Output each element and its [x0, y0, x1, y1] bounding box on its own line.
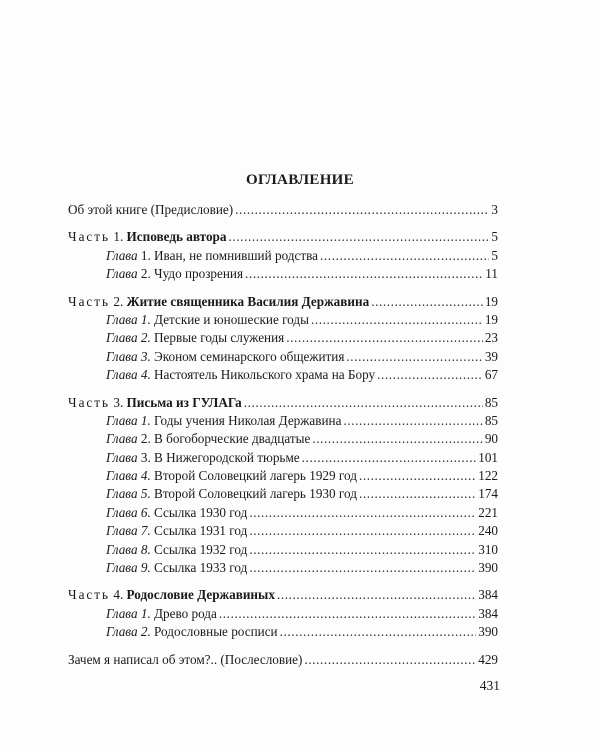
- table-of-contents: [68, 201, 498, 669]
- dot-leader: [228, 228, 489, 246]
- chapter-prefix: Глава: [106, 523, 138, 539]
- toc-entry-label: [106, 485, 357, 503]
- toc-entry-label: [106, 522, 247, 540]
- chapter-number: 3.: [140, 348, 151, 364]
- dot-leader: [249, 504, 476, 522]
- chapter-prefix: Глава: [106, 560, 138, 576]
- toc-page-number: 310: [478, 541, 498, 557]
- chapter-title: Второй Соловецкий лагерь 1930 год: [154, 486, 357, 502]
- toc-page-number: 429: [478, 651, 498, 667]
- chapter-number: 4.: [140, 468, 151, 484]
- dot-leader: [377, 366, 483, 384]
- toc-page-number: 85: [484, 412, 498, 428]
- toc-page-number: 85: [484, 394, 498, 410]
- toc-chapter-row[interactable]: [68, 623, 498, 641]
- chapter-number: 2.: [140, 431, 151, 447]
- toc-chapter-row[interactable]: [68, 412, 498, 430]
- toc-page-number: 67: [484, 367, 498, 383]
- toc-entry-label: [68, 394, 242, 412]
- toc-entry-label: [106, 412, 341, 430]
- toc-part-row[interactable]: [68, 586, 498, 604]
- toc-entry-label: [68, 651, 302, 669]
- chapter-number: 2.: [140, 266, 151, 282]
- toc-page-number: 39: [484, 348, 498, 364]
- part-title: Исповедь автора: [126, 229, 227, 245]
- chapter-title: Родословные росписи: [154, 624, 278, 640]
- toc-chapter-row[interactable]: [68, 449, 498, 467]
- section-gap: [68, 219, 498, 228]
- chapter-prefix: Глава: [106, 486, 138, 502]
- dot-leader: [249, 559, 476, 577]
- toc-entry-label: [68, 586, 275, 604]
- chapter-title: Ссылка 1933 год: [154, 560, 248, 576]
- chapter-number: 1.: [140, 247, 151, 263]
- toc-entry-label: [106, 449, 300, 467]
- toc-entry-label: [106, 559, 247, 577]
- chapter-prefix: Глава: [106, 367, 138, 383]
- chapter-prefix: Глава: [106, 311, 138, 327]
- toc-entry-afterword[interactable]: [68, 651, 498, 669]
- chapter-title: В Нижегородской тюрьме: [154, 449, 300, 465]
- toc-chapter-row[interactable]: [68, 541, 498, 559]
- toc-entry-label: [106, 366, 375, 384]
- chapter-title: Настоятель Никольского храма на Бору: [154, 367, 376, 383]
- dot-leader: [371, 293, 483, 311]
- dot-leader: [249, 522, 476, 540]
- dot-leader: [277, 586, 476, 604]
- toc-entry-label: [106, 348, 344, 366]
- dot-leader: [235, 201, 489, 219]
- chapter-title: Эконом семинарского общежития: [154, 348, 345, 364]
- page-title: ОГЛАВЛЕНИЕ: [246, 172, 354, 188]
- toc-chapter-row[interactable]: [68, 311, 498, 329]
- chapter-number: 6.: [140, 504, 151, 520]
- part-number: 3.: [113, 394, 124, 410]
- toc-chapter-row[interactable]: [68, 348, 498, 366]
- toc-chapter-row[interactable]: [68, 265, 498, 283]
- chapter-prefix: Глава: [106, 247, 138, 263]
- toc-page-number: 221: [478, 504, 498, 520]
- part-number: 4.: [113, 587, 124, 603]
- chapter-title: Годы учения Николая Державина: [154, 412, 342, 428]
- chapter-prefix: Глава: [106, 431, 138, 447]
- toc-page-number: 122: [478, 468, 498, 484]
- toc-page-number: 19: [484, 311, 498, 327]
- page-number: 431: [479, 678, 500, 693]
- afterword-title: Зачем я написал об этом?.. (Послесловие): [68, 651, 303, 667]
- toc-page-number: 384: [478, 605, 498, 621]
- dot-leader: [311, 311, 483, 329]
- toc-chapter-row[interactable]: [68, 605, 498, 623]
- dot-leader: [280, 623, 477, 641]
- chapter-prefix: Глава: [106, 412, 138, 428]
- chapter-prefix: Глава: [106, 449, 138, 465]
- chapter-prefix: Глава: [106, 266, 138, 282]
- chapter-number: 3.: [140, 449, 151, 465]
- preface-title: Об этой книге (Предисловие): [68, 202, 234, 217]
- toc-page-number: 101: [478, 449, 498, 465]
- toc-page-number: 174: [478, 486, 498, 502]
- toc-entry-label: [106, 605, 217, 623]
- chapter-title: Иван, не помнивший родства: [154, 247, 319, 263]
- chapter-number: 1.: [140, 311, 151, 327]
- chapter-number: 5.: [140, 486, 151, 502]
- toc-page-number: 390: [478, 560, 498, 576]
- dot-leader: [359, 467, 476, 485]
- chapter-title: Ссылка 1930 год: [154, 504, 248, 520]
- chapter-prefix: Глава: [106, 330, 138, 346]
- toc-entry-label: [106, 541, 247, 559]
- toc-page-number: 90: [484, 431, 498, 447]
- part-title: Письма из ГУЛАГа: [126, 394, 242, 410]
- toc-page-number: 5: [491, 229, 498, 245]
- toc-page-number: 384: [478, 587, 498, 603]
- chapter-number: 2.: [140, 624, 151, 640]
- toc-chapter-row[interactable]: [68, 559, 498, 577]
- chapter-title: Ссылка 1932 год: [154, 541, 248, 557]
- chapter-prefix: Глава: [106, 348, 138, 364]
- dot-leader: [249, 541, 476, 559]
- toc-chapter-row[interactable]: [68, 329, 498, 347]
- dot-leader: [286, 329, 483, 347]
- chapter-number: 2.: [140, 330, 151, 346]
- toc-page-number: 19: [484, 293, 498, 309]
- part-word: Часть: [68, 587, 111, 603]
- dot-leader: [244, 394, 483, 412]
- chapter-title: Второй Соловецкий лагерь 1929 год: [154, 468, 357, 484]
- chapter-title: Детские и юношеские годы: [154, 311, 309, 327]
- toc-entry-label: [106, 265, 243, 283]
- part-word: Часть: [68, 293, 111, 309]
- toc-chapter-row[interactable]: [68, 485, 498, 503]
- chapter-title: Древо рода: [154, 605, 217, 621]
- chapter-number: 1.: [140, 605, 151, 621]
- section-gap: [68, 577, 498, 586]
- toc-chapter-row[interactable]: [68, 247, 498, 265]
- toc-entry-label: [106, 247, 318, 265]
- toc-page-number: 240: [478, 523, 498, 539]
- part-number: 1.: [113, 229, 124, 245]
- toc-chapter-row[interactable]: [68, 522, 498, 540]
- chapter-title: Чудо прозрения: [154, 266, 244, 282]
- chapter-prefix: Глава: [106, 468, 138, 484]
- chapter-number: 7.: [140, 523, 151, 539]
- toc-chapter-row[interactable]: [68, 430, 498, 448]
- part-title: Житие священника Василия Державина: [126, 293, 370, 309]
- chapter-title: Первые годы служения: [154, 330, 285, 346]
- dot-leader: [304, 651, 476, 669]
- chapter-title: Ссылка 1931 год: [154, 523, 248, 539]
- dot-leader: [302, 449, 477, 467]
- section-gap: [68, 284, 498, 293]
- toc-entry-label: [106, 311, 309, 329]
- section-gap: [68, 642, 498, 651]
- part-title: Родословие Державиных: [126, 587, 275, 603]
- toc-page-number: 23: [484, 330, 498, 346]
- toc-chapter-row[interactable]: [68, 504, 498, 522]
- toc-entry-preface[interactable]: [68, 201, 498, 219]
- chapter-prefix: Глава: [106, 541, 138, 557]
- toc-entry-label: [106, 467, 357, 485]
- dot-leader: [312, 430, 482, 448]
- chapter-title: В богоборческие двадцатые: [154, 431, 311, 447]
- dot-leader: [245, 265, 483, 283]
- chapter-number: 1.: [140, 412, 151, 428]
- toc-page-number: 5: [491, 247, 498, 263]
- toc-page-number: 390: [478, 624, 498, 640]
- chapter-prefix: Глава: [106, 605, 138, 621]
- toc-part-row[interactable]: [68, 228, 498, 246]
- toc-entry-label: [68, 228, 226, 246]
- toc-page-number: 11: [485, 266, 498, 282]
- toc-chapter-row[interactable]: [68, 366, 498, 384]
- toc-entry-label: [68, 293, 369, 311]
- dot-leader: [343, 412, 482, 430]
- section-gap: [68, 385, 498, 394]
- toc-entry-label: [106, 329, 284, 347]
- part-number: 2.: [113, 293, 124, 309]
- toc-entry-label: [106, 430, 310, 448]
- part-word: Часть: [68, 229, 111, 245]
- dot-leader: [219, 605, 476, 623]
- toc-part-row[interactable]: [68, 293, 498, 311]
- chapter-prefix: Глава: [106, 504, 138, 520]
- toc-entry-label: [106, 504, 247, 522]
- chapter-number: 8.: [140, 541, 151, 557]
- part-word: Часть: [68, 394, 111, 410]
- toc-part-row[interactable]: [68, 394, 498, 412]
- dot-leader: [320, 247, 489, 265]
- toc-chapter-row[interactable]: [68, 467, 498, 485]
- toc-entry-label: [68, 201, 233, 219]
- chapter-number: 4.: [140, 367, 151, 383]
- dot-leader: [346, 348, 482, 366]
- toc-entry-label: [106, 623, 278, 641]
- dot-leader: [359, 485, 476, 503]
- chapter-number: 9.: [140, 560, 151, 576]
- chapter-prefix: Глава: [106, 624, 138, 640]
- toc-page-number: 3: [491, 202, 498, 217]
